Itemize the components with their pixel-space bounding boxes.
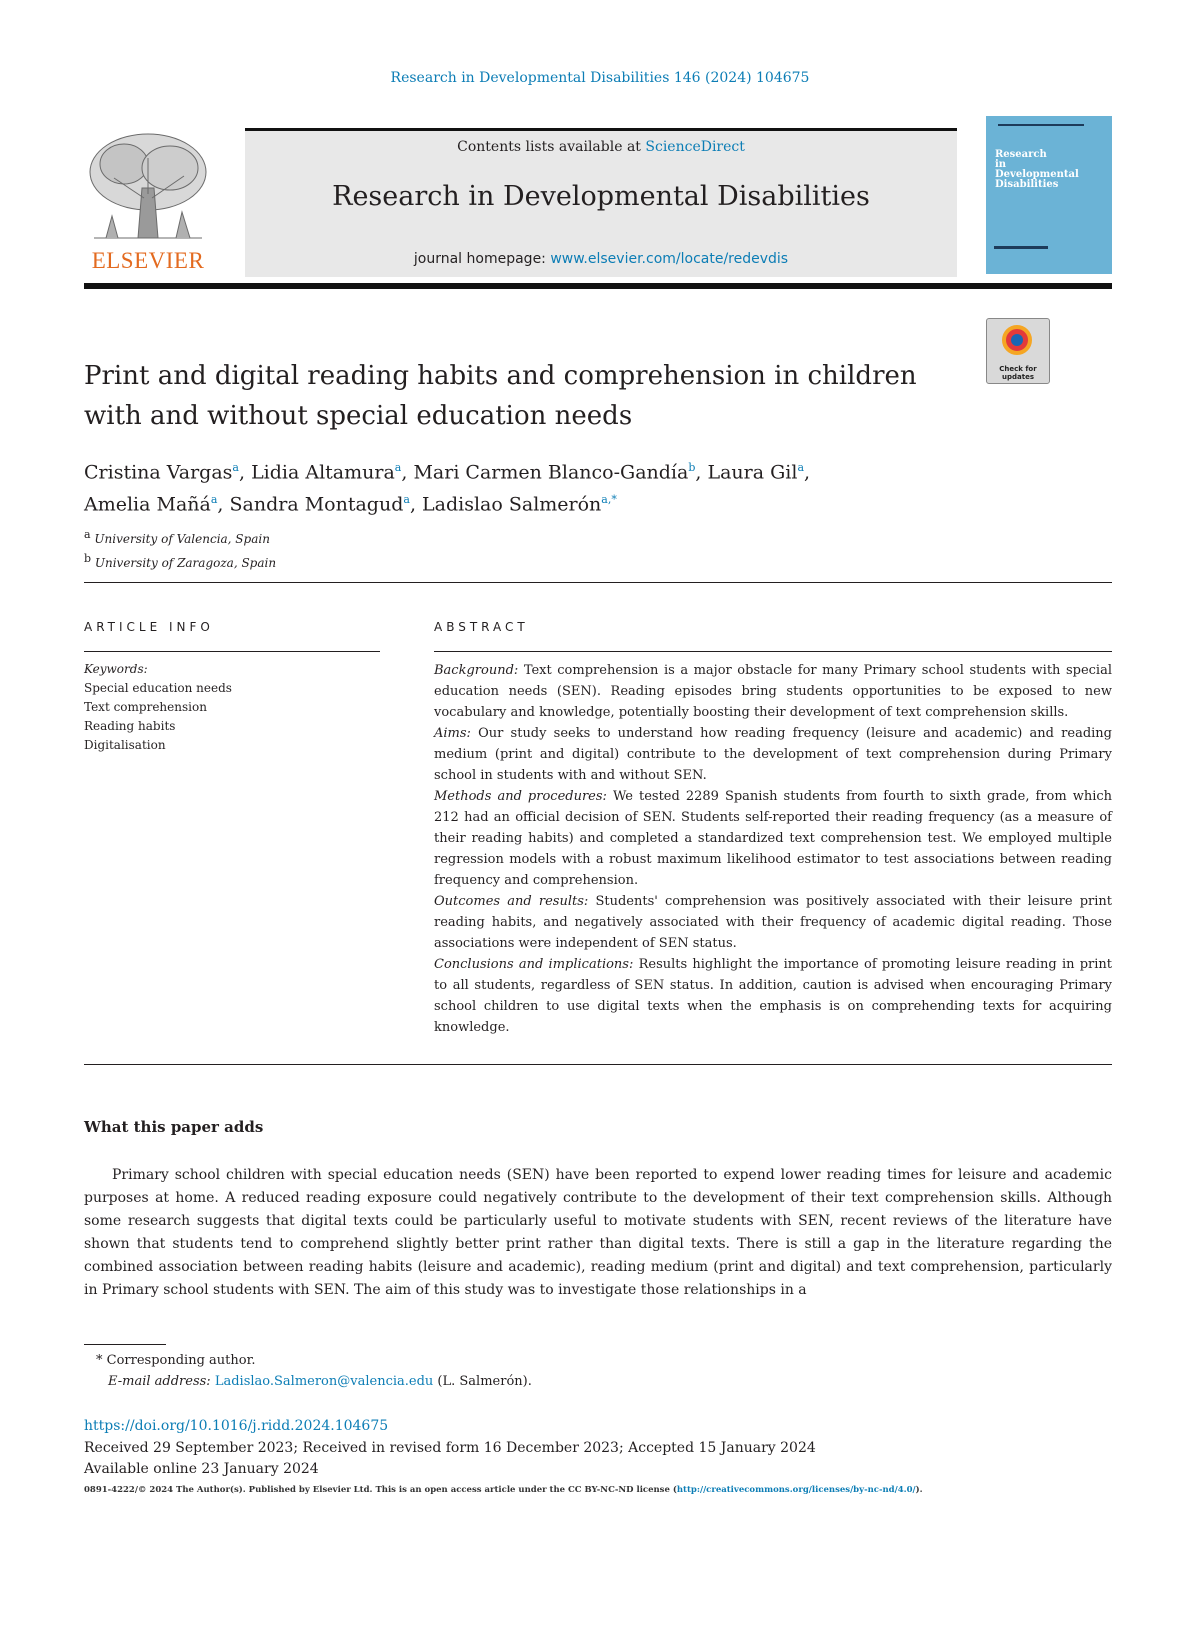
license-line	[84, 1485, 923, 1495]
license-suffix: ).	[915, 1485, 923, 1495]
tree-logo-icon	[84, 128, 212, 246]
email-note	[96, 1371, 532, 1392]
footnote-rule	[84, 1344, 166, 1345]
journal-citation[interactable]: Research in Developmental Disabilities 146 (2024) 104675	[390, 70, 810, 86]
contents-prefix: Contents lists available at	[457, 139, 641, 155]
author-name[interactable]: Lidia Altamura	[251, 461, 395, 484]
license-link[interactable]: http://creativecommons.org/licenses/by-nc-nd/4.0/	[676, 1485, 916, 1495]
abstract-paragraph: Background: Text comprehension is a major obstacle for many Primary school students with special education needs (SEN). Reading episodes bring students opportunities to be exposed to new vocabulary and knowledge, potentially boosting their development of text comprehension skills.	[434, 663, 1112, 720]
received-dates: Received 29 September 2023; Received in revised form 16 December 2023; Accepted 15 January 2024	[84, 1440, 816, 1456]
homepage-line	[245, 251, 957, 267]
affiliations	[84, 525, 276, 573]
abstract-paragraph: Outcomes and results: Students' comprehension was positively associated with their leisure print reading habits, and negatively associated with their frequency of academic digital reading. Those associations were independent of SEN status.	[434, 894, 1113, 951]
journal-banner	[245, 128, 957, 277]
elsevier-wordmark: ELSEVIER	[91, 248, 205, 273]
abstract-heading: ABSTRACT	[434, 620, 529, 634]
journal-name: Research in Developmental Disabilities	[332, 181, 870, 212]
keyword: Digitalisation	[84, 738, 166, 752]
abstract-body	[434, 660, 1112, 1038]
abstract-paragraph: Methods and procedures: We tested 2289 Spanish students from fourth to sixth grade, from which 212 had an official decision of SEN. Students self-reported their reading frequency (as a measure of their reading habits) and completed a standardized text comprehension test. We employed multiple regression models with a robust maximum likelihood estimator to test associations between reading frequency and comprehension.	[434, 789, 1112, 888]
journal-cover-thumbnail[interactable]	[986, 116, 1112, 274]
cover-rule	[998, 124, 1084, 126]
check-for-updates-button[interactable]	[986, 318, 1050, 384]
homepage-prefix: journal homepage:	[413, 251, 546, 267]
check-updates-label: Check for updates	[999, 365, 1037, 381]
author-affiliation-mark[interactable]: a	[232, 461, 239, 474]
article-title: Print and digital reading habits and comprehension in children with and without special education needs	[84, 361, 917, 431]
author-name[interactable]: Sandra Montagud	[229, 493, 404, 516]
license-text: 0891-4222/© 2024 The Author(s). Published by Elsevier Ltd. This is an open access article under the CC BY-NC-ND license (	[84, 1485, 677, 1495]
email-link[interactable]: Ladislao.Salmeron@valencia.edu	[214, 1374, 434, 1389]
available-online-date: Available online 23 January 2024	[84, 1461, 319, 1477]
what-this-paper-adds-body: Primary school children with special education needs (SEN) have been reported to expend lower reading times for leisure and academic purposes at home. A reduced reading exposure could negatively contribute to the development of their text comprehension skills. Although some research suggests that digital texts could be particularly useful to motivate students with SEN, recent reviews of the literature have shown that students tend to comprehend slightly better print rather than digital texts. There is still a gap in the literature regarding the combined association between reading habits (leisure and academic), reading medium (print and digital) and text comprehension, particularly in Primary school students with SEN. The aim of this study was to investigate those relationships in a	[84, 1167, 1112, 1298]
affiliation: $^b$ University of Zaragoza, Spain	[84, 552, 277, 570]
masthead-rule	[84, 283, 1112, 289]
corresponding-author-note: * Corresponding author.	[96, 1353, 256, 1368]
abstract-paragraph: Conclusions and implications: Results highlight the importance of promoting leisure reading in print to all students, regardless of SEN status. In addition, caution is advised when encouraging Primary school children to use digital texts when the emphasis is on comprehending texts for acquiring knowledge.	[434, 957, 1113, 1035]
author-name[interactable]: Laura Gil	[707, 461, 798, 484]
abstract-rule	[434, 651, 1112, 652]
keyword: Text comprehension	[84, 700, 207, 714]
keywords-label: Keywords:	[84, 662, 148, 676]
article-info-rule	[84, 651, 380, 652]
author-list: Cristina Vargas$^a$, Lidia Altamura$^a$, Mari Carmen Blanco-Gandía$^b$, Laura Gil$^a$, Amelia Mañá$^a$, Sandra Montagud$^a$, Ladislao Salmerón$^{a,*}$	[84, 461, 811, 516]
author-affiliation-mark[interactable]: a,*	[601, 493, 617, 507]
abstract-bottom-rule	[84, 1064, 1112, 1065]
author-name[interactable]: Amelia Mañá	[84, 493, 211, 516]
contents-line	[245, 139, 957, 155]
keyword: Reading habits	[84, 719, 176, 733]
keyword: Special education needs	[84, 681, 232, 695]
author-affiliation-mark[interactable]: b	[688, 461, 696, 474]
sciencedirect-link[interactable]: ScienceDirect	[645, 139, 745, 155]
section-divider	[84, 582, 1112, 583]
email-label: E-mail address:	[108, 1374, 211, 1389]
email-suffix: (L. Salmerón).	[437, 1374, 532, 1389]
cover-title: Research in Developmental Disabilities	[995, 149, 1079, 190]
article-info-heading: ARTICLE INFO	[84, 620, 214, 634]
footnotes	[96, 1350, 532, 1392]
author-affiliation-mark[interactable]: a	[210, 493, 218, 507]
update-badge-icon	[1002, 325, 1032, 355]
doi-link[interactable]: https://doi.org/10.1016/j.ridd.2024.104675	[84, 1418, 389, 1434]
author-name[interactable]: Mari Carmen Blanco-Gandía	[413, 461, 689, 484]
cover-rule-bottom	[994, 246, 1048, 249]
author-affiliation-mark[interactable]: a	[394, 461, 402, 474]
abstract-paragraph: Aims: Our study seeks to understand how reading frequency (leisure and academic) and reading medium (print and digital) contribute to the development of text comprehension during Primary school in students with and without SEN.	[434, 726, 1113, 783]
author-name[interactable]: Ladislao Salmerón	[422, 493, 602, 516]
author-affiliation-mark[interactable]: a	[797, 461, 805, 474]
what-this-paper-adds-heading: What this paper adds	[84, 1118, 264, 1136]
homepage-link[interactable]: www.elsevier.com/locate/redevdis	[550, 251, 789, 267]
author-affiliation-mark[interactable]: a	[403, 493, 410, 507]
article-dates	[84, 1438, 816, 1480]
affiliation: $^a$ University of Valencia, Spain	[84, 528, 270, 546]
keywords-block	[84, 660, 232, 755]
elsevier-logo	[84, 128, 212, 274]
author-name[interactable]: Cristina Vargas	[84, 461, 233, 484]
